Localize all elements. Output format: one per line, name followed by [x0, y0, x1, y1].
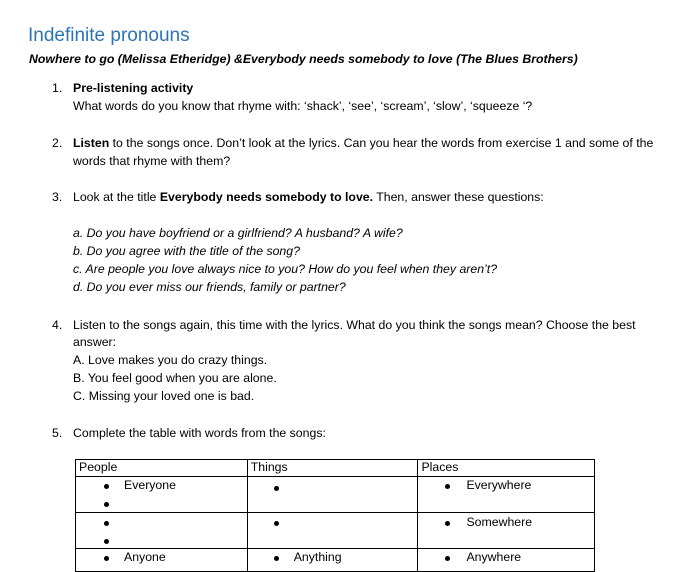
item-1-heading	[73, 81, 193, 95]
cell-things-3[interactable]	[247, 549, 418, 572]
bullet-icon	[104, 539, 109, 544]
item-number: 2.	[52, 136, 63, 150]
item-number: 1.	[52, 81, 63, 95]
item-2-line2: words that rhyme with them?	[73, 154, 231, 168]
item-3-bold: Everybody needs somebody to love.	[159, 190, 374, 204]
word-everywhere: Everywhere	[466, 478, 532, 492]
cell-places-3[interactable]	[418, 549, 595, 572]
page-title: Indefinite pronouns	[28, 25, 190, 46]
cell-places-1[interactable]	[418, 477, 595, 513]
cell-people-3[interactable]	[76, 549, 248, 572]
answer-a: A. Love makes you do crazy things.	[73, 353, 268, 367]
question-d: d. Do you ever miss our friends, family or partner?	[73, 280, 346, 294]
bullet-icon	[274, 521, 279, 526]
bullet-icon	[445, 521, 450, 526]
bullet-icon	[104, 556, 109, 561]
pronoun-table	[75, 459, 595, 572]
word-anywhere: Anywhere	[466, 550, 522, 564]
item-1-bold: Pre-listening activity	[73, 81, 194, 95]
word-everyone: Everyone	[124, 478, 176, 492]
item-2-line1	[73, 136, 653, 150]
header-things: Things	[247, 460, 418, 477]
answer-b: B. You feel good when you are alone.	[73, 371, 277, 385]
bullet-icon	[274, 556, 279, 561]
item-number: 4.	[52, 318, 63, 332]
cell-things-1[interactable]	[247, 477, 418, 513]
item-2-rest: to the songs once. Don’t look at the lyrics. Can you hear the words from exercise 1 and some of the	[109, 136, 654, 150]
bullet-icon	[445, 484, 450, 489]
bullet-icon	[104, 521, 109, 526]
header-places: Places	[418, 460, 595, 477]
header-people: People	[76, 460, 248, 477]
answer-c: C. Missing your loved one is bad.	[73, 389, 255, 403]
word-anything: Anything	[293, 550, 342, 564]
item-4-line1: Listen to the songs again, this time with the lyrics. What do you think the songs mean? Choose the best	[73, 318, 636, 332]
item-2-bold: Listen	[73, 136, 110, 150]
bullet-icon	[445, 556, 450, 561]
cell-people-2[interactable]	[76, 513, 248, 549]
item-number: 3.	[52, 190, 63, 204]
item-4-line2: answer:	[73, 335, 117, 349]
item-3-pre: Look at the title	[73, 190, 160, 204]
song-subtitle: Nowhere to go (Melissa Etheridge) &Everybody needs somebody to love (The Blues Brothers)	[29, 52, 578, 66]
word-somewhere: Somewhere	[466, 515, 533, 529]
word-anyone: Anyone	[124, 550, 166, 564]
bullet-icon	[274, 486, 279, 491]
item-1-text: What words do you know that rhyme with: ‘shack’, ‘see’, ‘scream’, ‘slow’, ‘squeeze ‘?	[73, 99, 533, 113]
item-3-rest: Then, answer these questions:	[373, 190, 544, 204]
item-3-line	[73, 190, 544, 204]
item-number: 5.	[52, 426, 63, 440]
bullet-icon	[104, 484, 109, 489]
cell-places-2[interactable]	[418, 513, 595, 549]
cell-things-2[interactable]	[247, 513, 418, 549]
question-a: a. Do you have boyfriend or a girlfriend? A husband? A wife?	[73, 226, 403, 240]
item-5-line: Complete the table with words from the songs:	[73, 426, 326, 440]
cell-people-1[interactable]	[76, 477, 248, 513]
bullet-icon	[104, 502, 109, 507]
question-b: b. Do you agree with the title of the song?	[73, 244, 300, 258]
question-c: c. Are people you love always nice to you? How do you feel when they aren’t?	[73, 262, 498, 276]
